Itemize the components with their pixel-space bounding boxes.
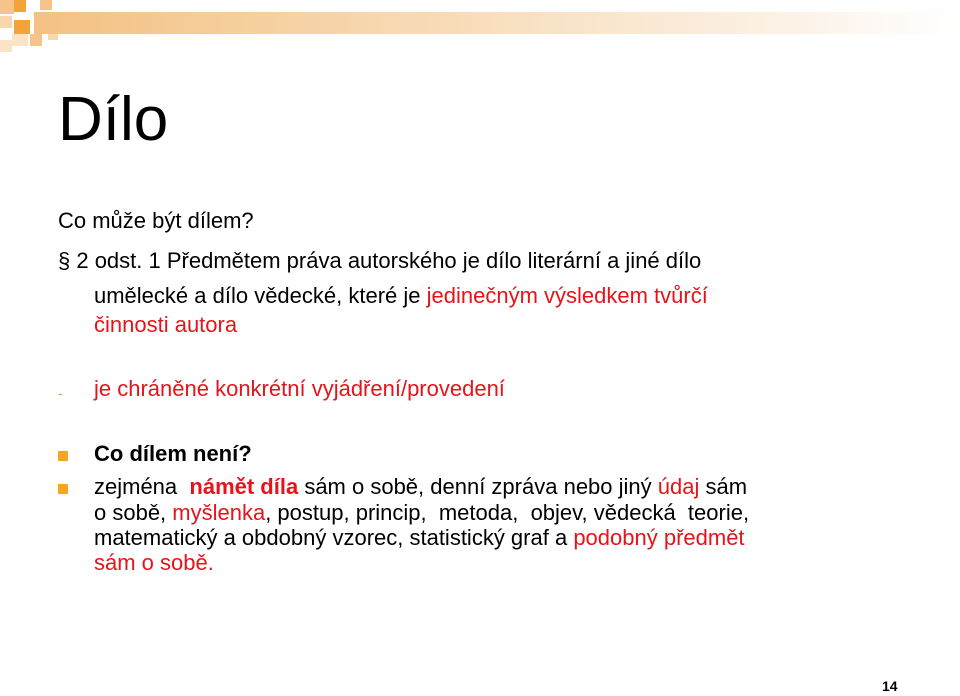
question-not-work: Co dílem není?: [94, 441, 252, 466]
highlight-podobny-predmet: podobný předmět: [573, 525, 745, 550]
text-segment: , postup, princip, metoda, objev, vědecká teorie,: [265, 500, 750, 525]
bullet2-line2: [94, 500, 749, 526]
highlight-namet-dila: námět díla: [189, 474, 299, 499]
bullet2-line4: sám o sobě.: [94, 550, 214, 575]
bullet2-line1: [94, 474, 747, 500]
para1-line3-highlight: činnosti autora: [94, 312, 238, 337]
dash-item-text: je chráněné konkrétní vyjádření/provedení: [94, 376, 505, 401]
text-segment: matematický a obdobný vzorec, statistický graf a: [94, 525, 574, 550]
para1-line2: [94, 283, 708, 309]
para1-line1: § 2 odst. 1 Předmětem práva autorského je dílo literární a jiné dílo: [58, 248, 702, 273]
highlight-myslenka: myšlenka: [172, 500, 266, 525]
text-segment: zejména: [94, 474, 190, 499]
slide-title: Dílo: [58, 85, 169, 154]
page-number: 14: [882, 678, 898, 694]
text-segment: sám: [699, 474, 748, 499]
para1-line2-plain: umělecké a dílo vědecké, které je: [94, 283, 427, 308]
question-can-be-work: Co může být dílem?: [58, 208, 254, 233]
text-segment: o sobě,: [94, 500, 173, 525]
para1-line2-highlight: jedinečným výsledkem tvůrčí: [426, 283, 708, 308]
text-segment: sám o sobě, denní zpráva nebo jiný: [298, 474, 658, 499]
bullet2-line3: [94, 525, 745, 551]
bullet-square-icon: [58, 451, 68, 461]
highlight-udaj: údaj: [657, 474, 700, 499]
bullet-square-icon: [58, 484, 68, 494]
dash-marker: -: [58, 385, 63, 401]
